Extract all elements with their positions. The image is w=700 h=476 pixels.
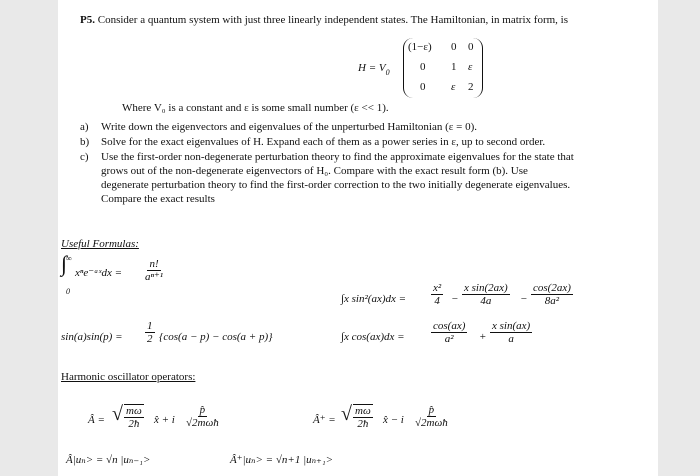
part-label: c)	[80, 151, 89, 163]
problem-label: P5.	[80, 14, 95, 26]
matrix-cell: 2	[468, 81, 474, 93]
part-text: Compare the exact results	[101, 193, 215, 205]
matrix-cell: 1	[451, 61, 457, 73]
formula-body: xⁿe⁻ᵃˣdx =	[75, 267, 123, 279]
formula-lhs: ∫x cos(ax)dx =	[341, 331, 405, 343]
operator-mid: x̂ + i	[154, 414, 175, 426]
raising-relation: Â⁺|uₙ> = √n+1 |uₙ₊₁>	[230, 454, 334, 466]
fraction-numerator: x sin(ax)	[492, 320, 531, 332]
part-label: b)	[80, 136, 90, 148]
fraction-denominator: 2	[147, 333, 153, 345]
fraction-denominator: 4	[434, 295, 440, 307]
formula-rhs: {cos(a − p) − cos(a + p)}	[159, 331, 273, 343]
operator-mid: x̂ − i	[383, 414, 404, 426]
fraction-denominator: a²	[444, 333, 454, 345]
operator-lhs: Â⁺ =	[313, 414, 336, 426]
fraction-denominator: 2ħ	[128, 418, 140, 430]
fraction-numerator: mω	[355, 405, 371, 417]
hamiltonian-subscript: 0	[385, 68, 390, 77]
fraction-numerator: cos(2ax)	[533, 282, 571, 294]
fraction-denominator: 8a²	[544, 295, 560, 307]
part-item	[80, 151, 89, 164]
integral-upper: ∞	[66, 254, 72, 263]
formula-lhs: sin(a)sin(p) =	[61, 331, 123, 343]
integral-lower: 0	[66, 287, 70, 296]
fraction-denominator: a	[508, 333, 514, 345]
part-text: Solve for the exact eigenvalues of H. Expand each of them as a power series in ε, up to second order.	[101, 136, 546, 148]
fraction-numerator: mω	[126, 405, 142, 417]
problem-intro	[80, 14, 568, 27]
matrix-cell: 0	[451, 41, 457, 53]
fraction-numerator: 1	[147, 320, 153, 332]
hamiltonian-matrix	[403, 38, 483, 98]
integral-sign: ∫	[61, 251, 68, 276]
oscillator-heading: Harmonic oscillator operators:	[61, 371, 196, 383]
fraction-numerator: cos(ax)	[433, 320, 466, 332]
problem-sheet: P5. Consider a quantum system with just three linearly independent states. The Hamiltonian, in matrix form, is $H = V_0$ (1−ε) 0 0 0 1 ε 0 ε 2 Where V₀ is a constant and ε is some small number (ε << 1). a) Write down the eigenvectors and eigenvalues of the unperturbed Hamiltonian (ε = 0). b) Solve for the exact eigenvalues of H. Expand each of them as a power series in ε, up to second order. c) Use the first-order non-degenerate perturbation theory to find the approximate eigenvalues for the state that grows out of the non-degenerate eigenvectors of H₀. Compare with the exact result form (b). Use degenerate perturbation theory to find the first-order correction to the two initially degenerate eigenvalues. Compare the exact results Useful Formulas: ∫ ∞ 0 xⁿe⁻ᵃˣdx = $\frac{n!}{\text{aⁿ⁺¹}}$ ∫x sin²(ax)dx = $\frac{\text{x²}}{4}$ − $\frac{\text{x sin(2ax)}}{4a}$ − $\frac{\cos(2ax)}{\text{8a²}}$ sin(a)sin(p) = $\frac{1}{2}$ {cos(a − p) − cos(a + p)} ∫x cos(ax)dx = $\frac{\cos(ax)}{\text{a²}}$ + $\frac{\text{x sin(ax)}}{a}$ Harmonic oscillator operators: Â = √ $\frac{m\omega}{2ħ}$ x̂ + i p̂ √2mωħ Â⁺ = √ $\frac{m\omega}{2ħ}$ x̂ − i p̂ √2mωħ Â|uₙ> = √n |uₙ₋₁> Â⁺|uₙ> = √n+1 |uₙ₊₁>	[58, 0, 658, 476]
fraction-denominator: 4a	[480, 295, 492, 307]
matrix-cell: 0	[420, 61, 426, 73]
part-text: Use the first-order non-degenerate perturbation theory to find the approximate eigenvalues for the state that	[101, 151, 574, 163]
fraction-denominator: 2ħ	[357, 418, 369, 430]
hamiltonian-lhs	[358, 62, 390, 75]
matrix-cell: (1−ε)	[408, 41, 432, 53]
fraction-numerator: n!	[149, 258, 159, 270]
hamiltonian-symbol: H = V	[358, 62, 386, 74]
part-text: Write down the eigenvectors and eigenvalues of the unperturbed Hamiltonian (ε = 0).	[101, 121, 478, 133]
matrix-cell: ε	[468, 61, 473, 73]
operator-lhs: Â =	[88, 414, 105, 426]
fraction-denominator: aⁿ⁺¹	[145, 271, 164, 283]
fraction-numerator: p̂	[428, 404, 435, 416]
part-text: degenerate perturbation theory to find the first-order correction to the two initially degenerate eigenvalues.	[101, 179, 571, 191]
problem-intro-text: Consider a quantum system with just three linearly independent states. The Hamiltonian, in matrix form, is	[97, 14, 568, 26]
matrix-cell: 0	[468, 41, 474, 53]
matrix-cell: ε	[451, 81, 456, 93]
part-item	[80, 121, 89, 134]
formula-lhs: ∫x sin²(ax)dx =	[341, 293, 407, 305]
matrix-cell: 0	[420, 81, 426, 93]
lowering-relation: Â|uₙ> = √n |uₙ₋₁>	[66, 454, 151, 466]
fraction-denominator: √2mωħ	[186, 417, 219, 429]
where-line: Where V₀ is a constant and ε is some small number (ε << 1).	[122, 102, 389, 114]
fraction-numerator: x sin(2ax)	[464, 282, 508, 294]
fraction-numerator: x²	[433, 282, 442, 294]
formulas-heading: Useful Formulas:	[61, 238, 139, 250]
fraction-numerator: p̂	[199, 404, 206, 416]
fraction-denominator: √2mωħ	[415, 417, 448, 429]
part-text: grows out of the non-degenerate eigenvectors of H₀. Compare with the exact result form (b). Use	[101, 165, 528, 177]
part-item	[80, 136, 89, 149]
part-label: a)	[80, 121, 89, 133]
